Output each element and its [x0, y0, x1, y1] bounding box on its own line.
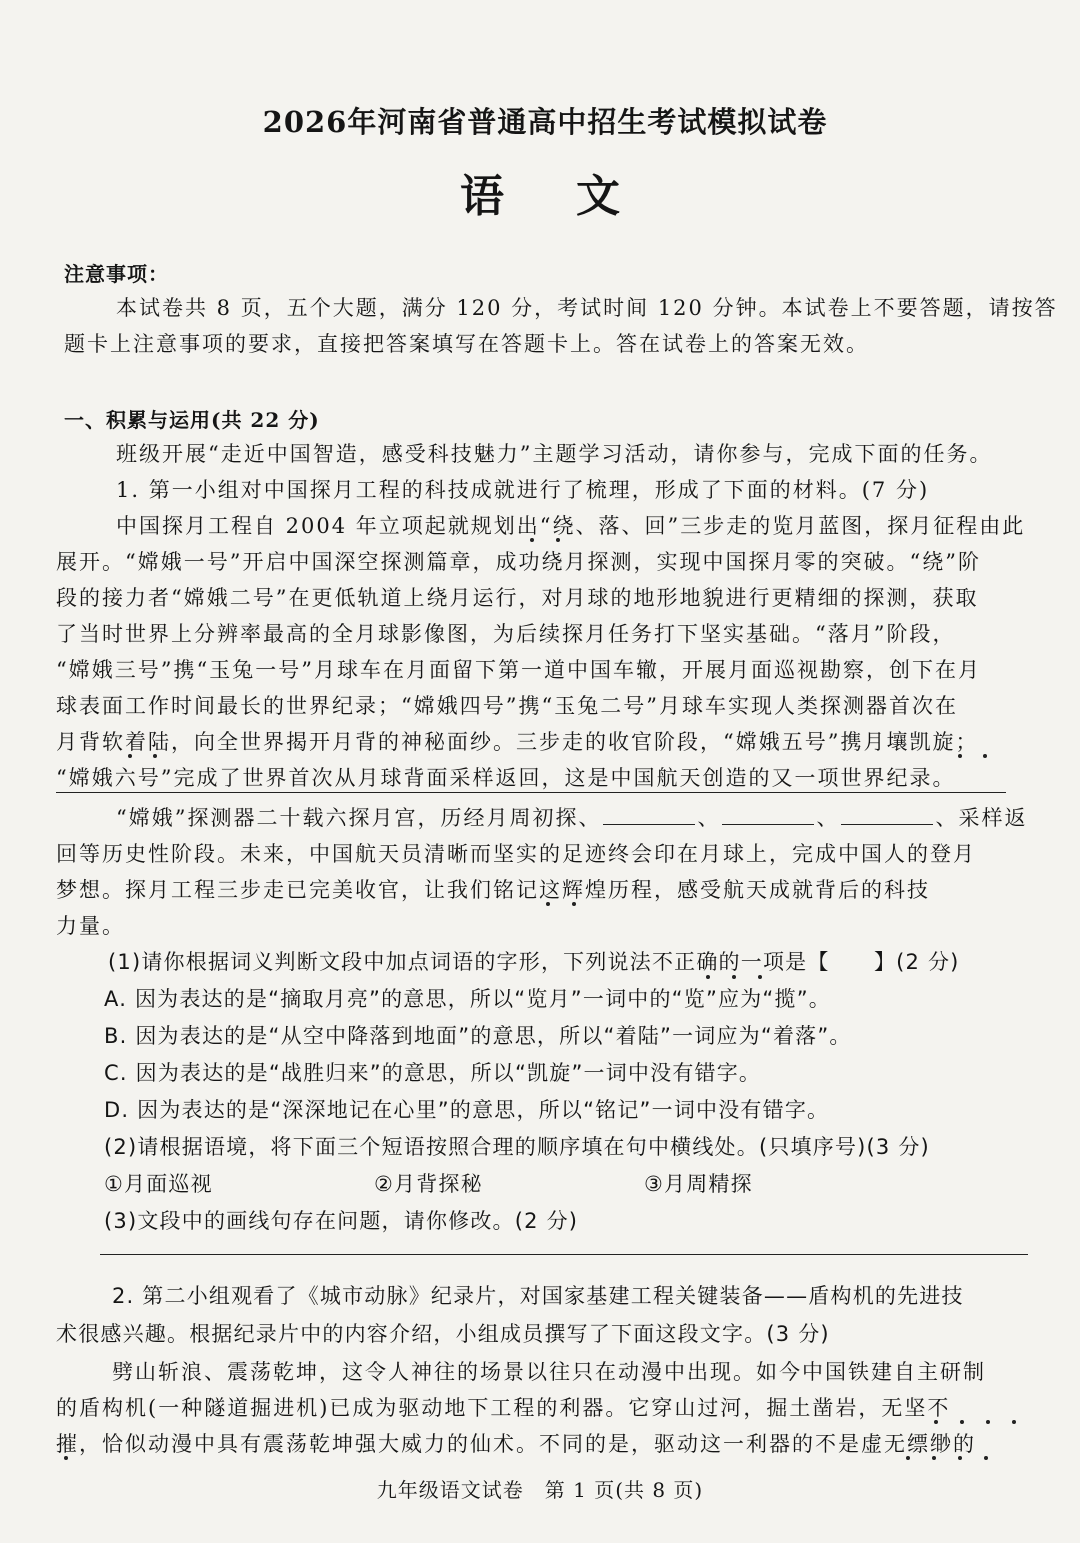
notice-line-1: 本试卷共 8 页，五个大题，满分 120 分，考试时间 120 分钟。本试卷上不要答题，请按答 [116, 296, 1058, 320]
question-2-stem-line: 2. 第二小组观看了《城市动脉》纪录片，对国家基建工程关键装备——盾构机的先进技 [112, 1284, 964, 1308]
emphasis-dot [732, 975, 736, 979]
answer-blank-3 [841, 806, 933, 825]
phrase-1: ①月面巡视 [104, 1172, 213, 1196]
section-1-heading: 一、积累与运用(共 22 分) [64, 408, 320, 432]
passage-line: 月背软着陆，向全世界揭开月背的神秘面纱。三步走的收官阶段，“嫦娥五号”携月壤凯旋； [56, 730, 979, 754]
passage-line: 球表面工作时间最长的世界纪录；“嫦娥四号”携“玉兔二号”月球车实现人类探测器首次在 [56, 694, 958, 718]
emphasis-dot [983, 754, 987, 758]
emphasis-dot [958, 754, 962, 758]
passage-line: 中国探月工程自 2004 年立项起就规划出“绕、落、回”三步走的览月蓝图，探月征程由此 [116, 514, 1026, 538]
emphasis-dot [530, 538, 534, 542]
question-1-2: (2)请根据语境，将下面三个短语按照合理的顺序填在句中横线处。(只填序号)(3 分) [104, 1135, 930, 1159]
emphasis-dot [986, 1420, 990, 1424]
underlined-sentence: “嫦娥六号”完成了世界首次从月球背面采样返回，这是中国航天创造的又一项世界纪录。 [56, 766, 956, 790]
question-1-3: (3)文段中的画线句存在问题，请你修改。(2 分) [104, 1209, 579, 1233]
notice-heading: 注意事项： [64, 262, 169, 286]
emphasis-dot [546, 902, 550, 906]
emphasis-dot [934, 1420, 938, 1424]
sentence-underline [56, 792, 1006, 793]
section-1-intro: 班级开展“走近中国智造，感受科技魅力”主题学习活动，请你参与，完成下面的任务。 [116, 442, 993, 466]
option-d: D. 因为表达的是“深深地记在心里”的意思，所以“铭记”一词中没有错字。 [104, 1098, 830, 1122]
emphasis-dot [556, 538, 560, 542]
option-a: A. 因为表达的是“摘取月亮”的意思，所以“览月”一词中的“览”应为“揽”。 [104, 987, 831, 1011]
emphasis-dot [706, 975, 710, 979]
page-footer: 九年级语文试卷 第 1 页(共 8 页) [376, 1478, 704, 1502]
emphasis-dot [932, 1456, 936, 1460]
emphasis-dot [153, 754, 157, 758]
option-c: C. 因为表达的是“战胜归来”的意思，所以“凯旋”一词中没有错字。 [104, 1061, 762, 1085]
passage-line: 段的接力者“嫦娥二号”在更低轨道上绕月运行，对月球的地形地貌进行更精细的探测，获取 [56, 586, 979, 610]
passage-line: “嫦娥三号”携“玉兔一号”月球车在月面留下第一道中国车辙，开展月面巡视勘察，创下在月 [56, 658, 981, 682]
emphasis-dot [984, 1456, 988, 1460]
phrase-2: ②月背探秘 [374, 1172, 483, 1196]
emphasis-dot [128, 754, 132, 758]
option-b: B. 因为表达的是“从空中降落到地面”的意思，所以“着陆”一词应为“着落”。 [104, 1024, 852, 1048]
passage-line: 的盾构机(一种隧道掘进机)已成为驱动地下工程的利器。它穿山过河，掘土凿岩，无坚不 [56, 1396, 951, 1420]
passage-line: 展开。“嫦娥一号”开启中国深空探测篇章，成功绕月探测，实现中国探月零的突破。“绕”阶 [56, 550, 981, 574]
answer-line [100, 1254, 1028, 1255]
passage-line: 回等历史性阶段。未来，中国航天员清晰而坚实的足迹终会印在月球上，完成中国人的登月 [56, 842, 976, 866]
emphasis-dot [64, 1456, 68, 1460]
passage-line: 了当时世界上分辨率最高的全月球影像图，为后续探月任务打下坚实基础。“落月”阶段， [56, 622, 956, 646]
question-1-stem: 1. 第一小组对中国探月工程的科技成就进行了梳理，形成了下面的材料。(7 分) [116, 478, 930, 502]
subject-title: 语文 [460, 171, 692, 222]
passage-line: 劈山斩浪、震荡乾坤，这令人神往的场景以往只在动漫中出现。如今中国铁建自主研制 [112, 1360, 986, 1384]
emphasis-dot [960, 1420, 964, 1424]
passage-line: 梦想。探月工程三步走已完美收官，让我们铭记这辉煌历程，感受航天成就背后的科技 [56, 878, 930, 902]
question-2-stem-line: 术很感兴趣。根据纪录片中的内容介绍，小组成员撰写了下面这段文字。(3 分) [56, 1322, 830, 1346]
exam-title: 2026年河南省普通高中招生考试模拟试卷 [262, 105, 828, 139]
answer-blank-1 [603, 806, 695, 825]
emphasis-dot [572, 902, 576, 906]
emphasis-dot [906, 1456, 910, 1460]
question-1-1: (1)请你根据词义判断文段中加点词语的字形，下列说法不正确的一项是【 】(2 分) [108, 950, 960, 974]
emphasis-dot [1012, 1420, 1016, 1424]
notice-line-2: 题卡上注意事项的要求，直接把答案填写在答题卡上。答在试卷上的答案无效。 [64, 332, 869, 356]
emphasis-dot [958, 1456, 962, 1460]
passage-line: 力量。 [56, 914, 125, 938]
passage-line-with-blanks: “嫦娥”探测器二十载六探月宫，历经月周初探、 、 、 、采样返 [116, 806, 1028, 830]
answer-blank-2 [722, 806, 814, 825]
phrase-3: ③月周精探 [644, 1172, 753, 1196]
emphasis-dot [758, 975, 762, 979]
passage-line: 摧，恰似动漫中具有震荡乾坤强大威力的仙术。不同的是，驱动这一利器的不是虚无缥缈的 [56, 1432, 976, 1456]
